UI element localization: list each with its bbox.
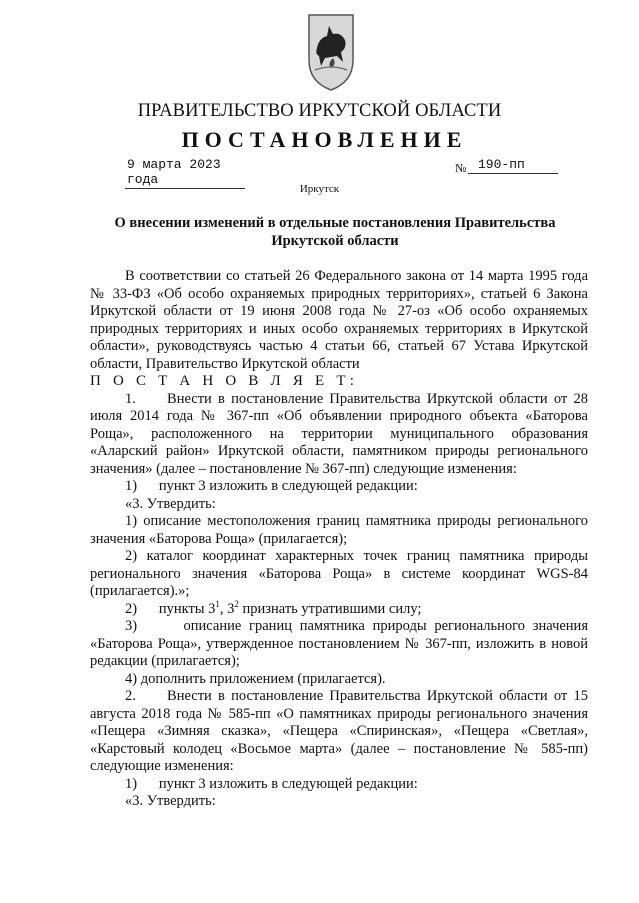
item-1-4: 4) дополнить приложением (прилагается). — [125, 670, 386, 687]
item-2-1: 1) пункт 3 изложить в следующей редакции: — [125, 775, 418, 792]
paragraph-2: 2. Внести в постановление Правительства Иркутской области от 15 августа 2018 года № 585-пп «О памятниках природы регионального значения «Пещера «Зимняя сказка», «Пещера «Спиринская», «Пещера «Светлая», «Карстовый колодец «Восьмое марта» (далее – постановление № 585-пп) следующие изменения: — [90, 688, 588, 774]
item-1-3: 3) описание границ памятника природы регионального значения «Баторова Роща», утвержденное постановлением № 367-пп, изложить в новой редакции (прилагается); — [90, 618, 588, 669]
item-1-2-text: признать утратившими силу; — [238, 600, 422, 617]
quote-start-2: «3. Утвердить: — [125, 793, 216, 809]
preamble: В соответствии со статьей 26 Федерального закона от 14 марта 1995 года № 33-ФЗ «Об особо охраняемых природных территориях», статьей 6 Закона Иркутской области от 19 июня 2008 года № 27-оз «Об особо охраняемых природных территориях и иных особо охраняемых территориях в Иркутской области», руководствуясь частью 4 статьи 66, статьей 67 Устава Иркутской области, Правительство Иркутской области — [90, 268, 588, 372]
quote-start: «3. Утвердить: — [125, 495, 216, 512]
superscript: 1 — [215, 598, 220, 609]
paragraph-1: 1. Внести в постановление Правительства Иркутской области от 28 июля 2014 года № 367-пп «Об объявлении природного объекта «Баторова Роща», расположенного на территории муниципального образования «Аларский район» Иркутской области, памятником природы регионального значения» (далее – постановление № 367-пп) следующие изменения: — [90, 390, 588, 477]
superscript: 2 — [234, 598, 239, 609]
item-1-2-text: 2) пункты 3 — [125, 600, 216, 617]
item-1-2 — [90, 598, 588, 619]
title-line: О внесении изменений в отдельные постановления Правительства — [114, 215, 556, 231]
document-date: 9 марта 2023 года — [125, 157, 245, 189]
item-1-2-text: , 3 — [219, 600, 235, 617]
coat-of-arms-icon — [303, 12, 359, 92]
document-number: 190-пп — [468, 157, 558, 174]
document-title — [100, 214, 570, 250]
city: Иркутск — [299, 183, 340, 195]
quote-item-1: 1) описание местоположения границ памятника природы регионального значения «Баторова Роща» (прилагается); — [90, 513, 588, 547]
document-body — [90, 268, 588, 811]
title-line: Иркутской области — [271, 233, 399, 249]
item-1-1: 1) пункт 3 изложить в следующей редакции: — [125, 478, 418, 494]
number-label: № — [455, 161, 467, 175]
decree-word: П О С Т А Н О В Л Я Е Т: — [90, 373, 359, 389]
quote-item-2: 2) каталог координат характерных точек границ памятника природы регионального значения «Баторова Роща» в системе координат WGS-84 (прилагается).»; — [90, 548, 588, 599]
document-type: ПОСТАНОВЛЕНИЕ — [181, 127, 468, 152]
organization-name: ПРАВИТЕЛЬСТВО ИРКУТСКОЙ ОБЛАСТИ — [137, 101, 502, 121]
